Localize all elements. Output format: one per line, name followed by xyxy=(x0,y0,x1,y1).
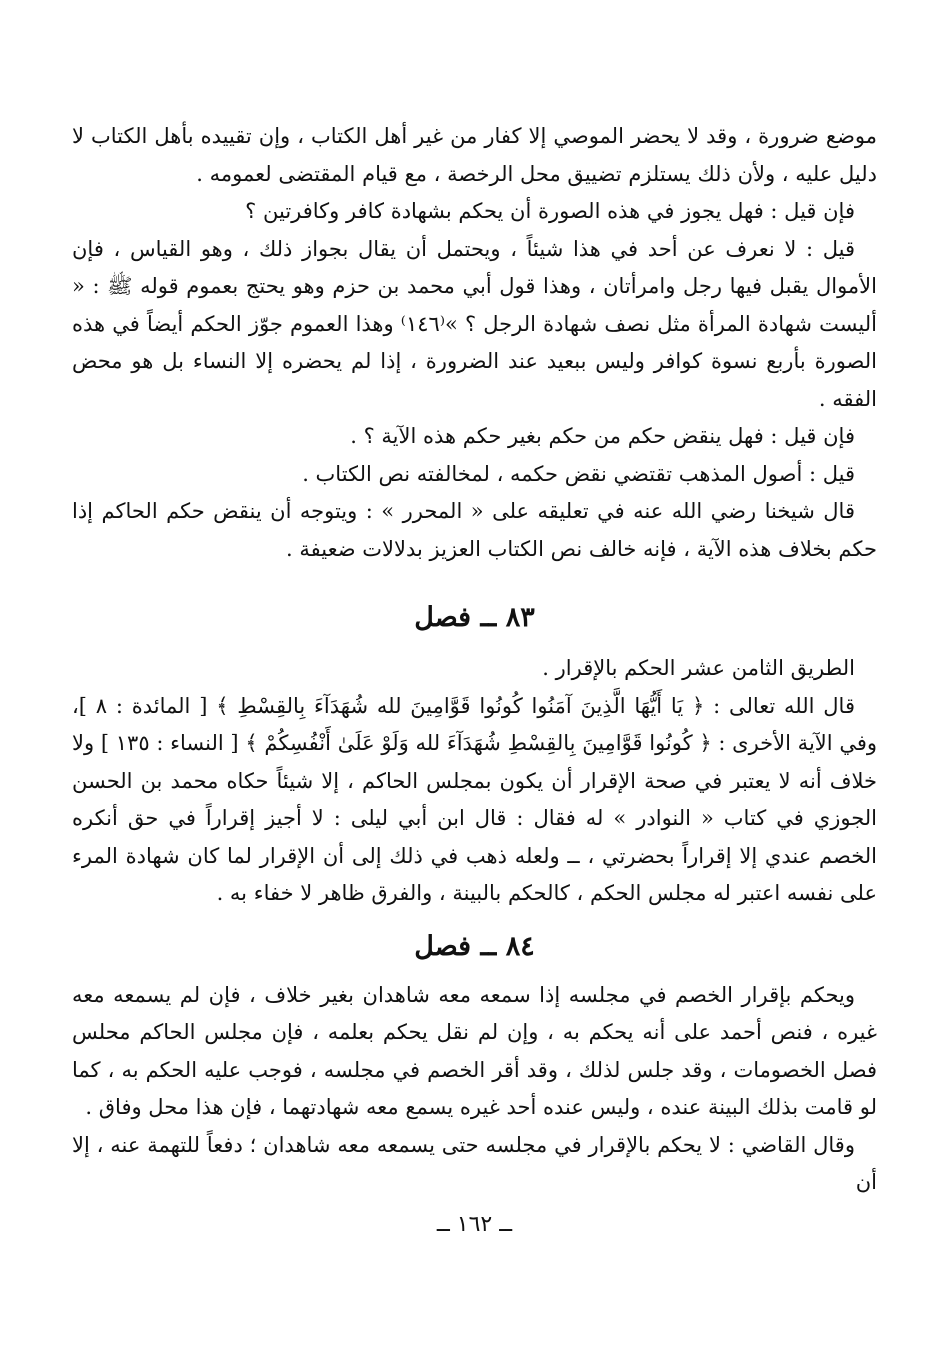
paragraph-shaykh-quote: قال شيخنا رضي الله عنه في تعليقه على « المحرر » : ويتوجه أن ينقض حكم الحاكم إذا حكم بخلاف هذه الآية ، فإنه خالف نص الكتاب العزيز بدلالات ضعيفة . xyxy=(72,499,877,561)
paragraph-answer-1: قيل : لا نعرف عن أحد في هذا شيئاً ، ويحتمل أن يقال بجواز ذلك ، وهو القياس ، فإن الأموال يقبل فيها رجل وامرأتان ، وهذا قول أبي محمد بن حزم وهو يحتج بعموم قوله ﷺ : « أليست شهادة المرأة مثل نصف شهادة الرجل ؟ »⁽١٤٦⁾ وهذا العموم جوّز الحكم أيضاً في هذه الصورة بأربع نسوة كوافر وليس ببعيد عند الضرورة ، إذا لم يحضره إلا النساء بل هو محض الفقه . xyxy=(72,236,877,411)
paragraph-question-1: فإن قيل : فهل يجوز في هذه الصورة أن يحكم بشهادة كافر وكافرتين ؟ xyxy=(245,199,855,223)
section-84-body: ويحكم بإقرار الخصم في مجلسه إذا سمعه معه شاهدان بغير خلاف ، فإن لم يسمعه معه غيره ، فنص أحمد على أنه يحكم به ، وإن لم نقل يحكم بعلمه ، فإن مجلس الحاكم محلس فصل الخصومات ، وقد جلس لذلك ، وقد أقر الخصم في مجلسه ، فوجب عليه الحكم به ، كما لو قامت بذلك البينة عنده ، وليس عنده أحد غيره يسمع معه شهادتهما ، فإن هذا محل وفاق . xyxy=(72,982,877,1119)
paragraph-continuation: موضع ضرورة ، وقد لا يحضر الموصي إلا كفار من غير أهل الكتاب ، وإن تقييده بأهل الكتاب لا دليل عليه ، ولأن ذلك يستلزم تضييق محل الرخصة ، مع قيام المقتضى لعمومه . xyxy=(72,124,877,186)
paragraph-question-2: فإن قيل : فهل ينقض حكم من حكم بغير حكم هذه الآية ؟ . xyxy=(350,424,855,448)
page-number: ــ ١٦٢ ــ xyxy=(436,1212,513,1237)
paragraph-answer-2: قيل : أصول المذهب تقتضي نقض حكمه ، لمخالفته نص الكتاب . xyxy=(302,461,855,486)
section-heading-84: ٨٤ ــ فصل xyxy=(414,930,535,962)
section-83-body: قال الله تعالى : ﴿ يَا أَيُّهَا الَّذِينَ آمَنُوا كُونُوا قَوَّامِينَ لله شُهَدَآءَ بِالقِسْطِ ﴾ [ المائدة : ٨ ]، وفي الآية الأخرى : ﴿ كُونُوا قَوَّامِينَ بِالقِسْطِ شُهَدَآءَ لله وَلَوْ عَلَىٰ أَنْفُسِكُمْ ﴾ [ النساء : ١٣٥ ] ولا خلاف أنه لا يعتبر في صحة الإقرار أن يكون بمجلس الحاكم ، إلا شيئاً حكاه محمد بن الحسن الجوزي في كتاب « النوادر » له فقال : قال ابن أبي ليلى : لا أجيز إقراراً في حق أنكره الخصم عندي إلا إقراراً بحضرتي ، ــ ولعله ذهب في ذلك إلى أن الإقرار لما كان شهادة المرء على نفسه اعتبر له مجلس الحكم ، كالحكم بالبينة ، والفرق ظاهر لا خفاء به . xyxy=(72,693,878,905)
section-84-continuation: وقال القاضي : لا يحكم بالإقرار في مجلسه حتى يسمعه معه شاهدان ؛ دفعاً للتهمة عنه ، إلا أن xyxy=(72,1132,877,1194)
section-heading-83: ٨٣ ــ فصل xyxy=(414,602,535,633)
section-83-intro: الطريق الثامن عشر الحكم بالإقرار . xyxy=(542,656,855,680)
